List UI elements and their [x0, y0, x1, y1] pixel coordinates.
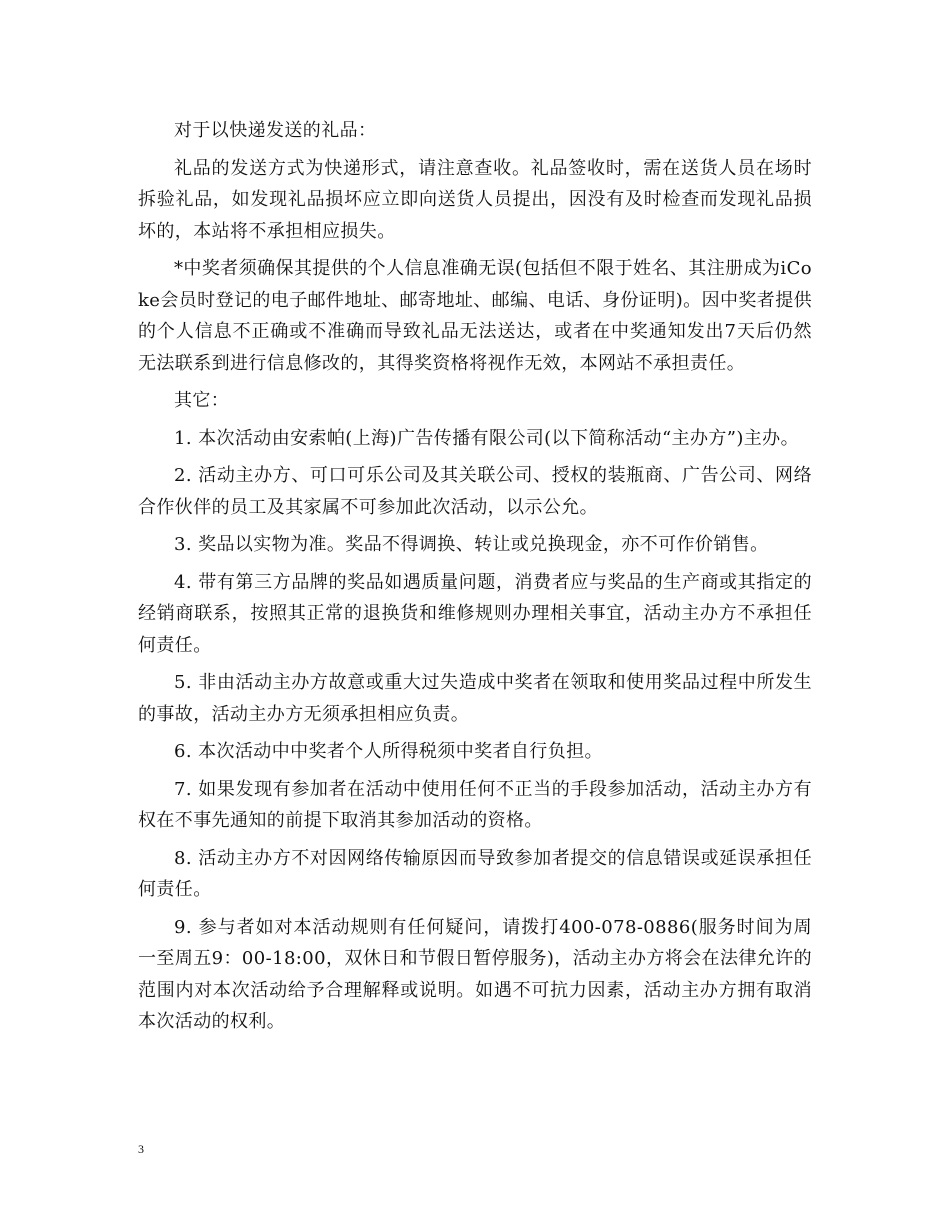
page-number: 3: [138, 1142, 144, 1156]
rule-item-5: 5. 非由活动主办方故意或重大过失造成中奖者在领取和使用奖品过程中所发生的事故，活动主办方无须承担相应负责。: [138, 672, 812, 725]
paragraph-other-heading: 其它：: [174, 390, 230, 411]
document-body: [138, 115, 812, 1044]
rule-item-6: 6. 本次活动中中奖者个人所得税须中奖者自行负担。: [174, 741, 603, 762]
paragraph-winner-info: *中奖者须确保其提供的个人信息准确无误(包括但不限于姓名、其注册成为iCoke会员时登记的电子邮件地址、邮寄地址、邮编、电话、身份证明)。因中奖者提供的个人信息不正确或不准确而导致礼品无法送达，或者在中奖通知发出7天后仍然无法联系到进行信息修改的，其得奖资格将视作无效，本网站不承担责任。: [138, 258, 812, 374]
paragraph-delivery-method: 礼品的发送方式为快递形式，请注意查收。礼品签收时，需在送货人员在场时拆验礼品，如发现礼品损坏应立即向送货人员提出，因没有及时检查而发现礼品损坏的，本站将不承担相应损失。: [138, 157, 812, 242]
rule-item-8: 8. 活动主办方不对因网络传输原因而导致参加者提交的信息错误或延误承担任何责任。: [138, 847, 812, 900]
rule-item-1: 1. 本次活动由安索帕(上海)广告传播有限公司(以下简称活动“主办方”)主办。: [174, 427, 799, 449]
rule-item-2: 2. 活动主办方、可口可乐公司及其关联公司、授权的装瓶商、广告公司、网络合作伙伴的员工及其家属不可参加此次活动，以示公允。: [138, 465, 812, 518]
rule-item-4: 4. 带有第三方品牌的奖品如遇质量问题，消费者应与奖品的生产商或其指定的经销商联系，按照其正常的退换货和维修规则办理相关事宜，活动主办方不承担任何责任。: [138, 571, 812, 656]
rule-item-3: 3. 奖品以实物为准。奖品不得调换、转让或兑换现金，亦不可作价销售。: [174, 534, 769, 555]
paragraph-express-gifts-heading: 对于以快递发送的礼品：: [174, 120, 377, 141]
rule-item-7: 7. 如果发现有参加者在活动中使用任何不正当的手段参加活动，活动主办方有权在不事先通知的前提下取消其参加活动的资格。: [138, 778, 812, 831]
rule-item-9: 9. 参与者如对本活动规则有任何疑问，请拨打400-078-0886(服务时间为周一至周五9：00-18:00，双休日和节假日暂停服务)，活动主办方将会在法律允许的范围内对本次活动给予合理解释或说明。如遇不可抗力因素，活动主办方拥有取消本次活动的权利。: [138, 916, 812, 1032]
